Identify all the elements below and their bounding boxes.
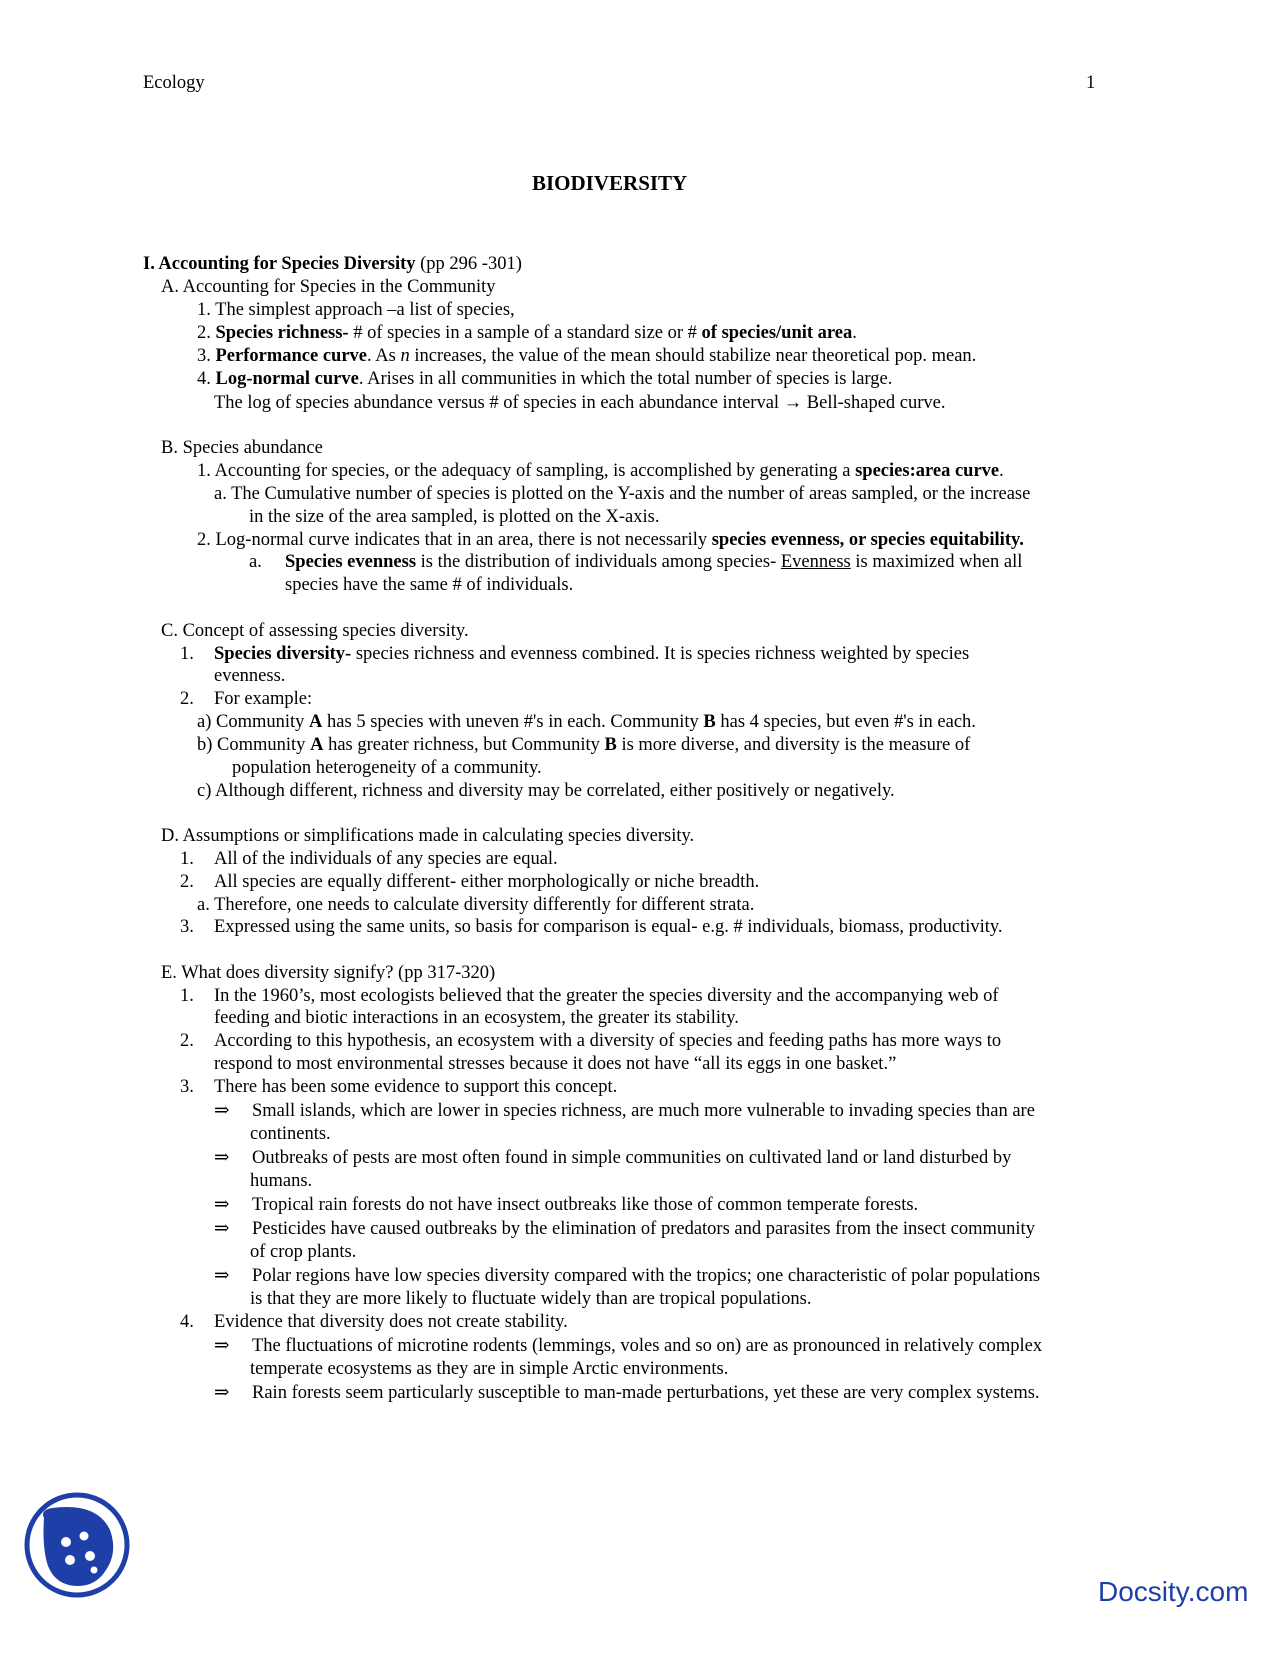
bullet-item: ⇒ The fluctuations of microtine rodents (lemmings, voles and so on) are as pronounced in relatively complex (214, 1336, 1043, 1356)
list-item-number: 1. (180, 644, 194, 664)
list-item: All of the individuals of any species are equal. (214, 849, 558, 869)
list-item: 2. Log-normal curve indicates that in an area, there is not necessarily species evenness, or species equitability. (197, 530, 1024, 550)
list-item: 3. Performance curve. As n increases, the value of the mean should stabilize near theoretical pop. mean. (197, 346, 977, 366)
list-item: 2. Species richness- # of species in a sample of a standard size or # of species/unit area. (197, 323, 857, 343)
list-item-number: 4. (180, 1312, 194, 1332)
list-item-continuation: feeding and biotic interactions in an ecosystem, the greater its stability. (214, 1008, 739, 1028)
list-item: a) Community A has 5 species with uneven #'s in each. Community B has 4 species, but even #'s in each. (197, 712, 976, 732)
list-item: All species are equally different- either morphologically or niche breadth. (214, 872, 760, 892)
subsection-b-label: B. Species abundance (161, 438, 323, 458)
section-heading: I. Accounting for Species Diversity (pp 296 -301) (143, 254, 522, 274)
bullet-continuation: is that they are more likely to fluctuate widely than are tropical populations. (250, 1289, 812, 1309)
bullet-continuation: continents. (250, 1124, 331, 1144)
double-arrow-icon: ⇒ (214, 1266, 230, 1286)
bullet-item: ⇒ Rain forests seem particularly susceptible to man-made perturbations, yet these are very complex systems. (214, 1383, 1040, 1403)
list-item-continuation: population heterogeneity of a community. (232, 758, 542, 778)
double-arrow-icon: ⇒ (214, 1148, 230, 1168)
bullet-item: ⇒ Polar regions have low species diversity compared with the tropics; one characteristic of polar populations (214, 1266, 1041, 1286)
list-item: For example: (214, 689, 313, 709)
list-item-continuation: evenness. (214, 666, 286, 686)
subsection-e-label: E. What does diversity signify? (pp 317-320) (161, 963, 496, 983)
subsection-d-label: D. Assumptions or simplifications made in calculating species diversity. (161, 826, 695, 846)
list-item: Species diversity- species richness and evenness combined. It is species richness weighted by species (214, 644, 970, 664)
list-item-number: a. (249, 552, 262, 572)
list-item: 4. Log-normal curve. Arises in all communities in which the total number of species is large. (197, 369, 893, 389)
list-item: 1. The simplest approach –a list of species, (197, 300, 515, 320)
list-item: Evidence that diversity does not create stability. (214, 1312, 568, 1332)
bullet-item: ⇒ Tropical rain forests do not have insect outbreaks like those of common temperate forests. (214, 1195, 919, 1215)
double-arrow-icon: ⇒ (214, 1383, 230, 1403)
bullet-item: ⇒ Outbreaks of pests are most often found in simple communities on cultivated land or land disturbed by (214, 1148, 1012, 1168)
list-item: a. Therefore, one needs to calculate diversity differently for different strata. (197, 895, 755, 915)
double-arrow-icon: ⇒ (214, 1336, 230, 1356)
list-item: Expressed using the same units, so basis for comparison is equal- e.g. # individuals, biomass, productivity. (214, 917, 1003, 937)
list-item-continuation: respond to most environmental stresses because it does not have “all its eggs in one basket.” (214, 1054, 897, 1074)
list-item-continuation: species have the same # of individuals. (285, 575, 574, 595)
page-title: BIODIVERSITY (532, 171, 688, 195)
list-item-number: 2. (180, 1031, 194, 1051)
docsity-brand-link[interactable]: Docsity.com (1098, 1576, 1249, 1607)
list-item: There has been some evidence to support this concept. (214, 1077, 618, 1097)
list-item-number: 2. (180, 872, 194, 892)
list-item-number: 3. (180, 917, 194, 937)
double-arrow-icon: ⇒ (214, 1219, 230, 1239)
list-item: According to this hypothesis, an ecosystem with a diversity of species and feeding paths has more ways to (214, 1031, 1002, 1051)
list-item-continuation: in the size of the area sampled, is plotted on the X-axis. (249, 507, 660, 527)
list-item-number: 2. (180, 689, 194, 709)
bullet-continuation: of crop plants. (250, 1242, 357, 1262)
bullet-continuation: temperate ecosystems as they are in simple Arctic environments. (250, 1359, 729, 1379)
list-item-number: 1. (180, 986, 194, 1006)
list-item-number: 3. (180, 1077, 194, 1097)
docsity-logo-icon[interactable] (22, 1490, 132, 1600)
double-arrow-icon: ⇒ (214, 1195, 230, 1215)
bullet-item: ⇒ Small islands, which are lower in species richness, are much more vulnerable to invading species than are (214, 1101, 1035, 1121)
list-item: b) Community A has greater richness, but Community B is more diverse, and diversity is the measure of (197, 735, 971, 755)
list-item: 1. Accounting for species, or the adequacy of sampling, is accomplished by generating a species:area curve. (197, 461, 1004, 481)
page-number: 1 (1086, 73, 1096, 93)
bullet-item: ⇒ Pesticides have caused outbreaks by the elimination of predators and parasites from the insect community (214, 1219, 1035, 1239)
list-item: Species evenness is the distribution of individuals among species- Evenness is maximized when all (285, 552, 1023, 572)
list-item-number: 1. (180, 849, 194, 869)
list-item: c) Although different, richness and diversity may be correlated, either positively or negatively. (197, 781, 895, 801)
list-item: a. The Cumulative number of species is plotted on the Y-axis and the number of areas sampled, or the increase (214, 484, 1031, 504)
subsection-a-label: A. Accounting for Species in the Community (161, 277, 496, 297)
subsection-c-label: C. Concept of assessing species diversity. (161, 621, 469, 641)
list-item: In the 1960’s, most ecologists believed that the greater the species diversity and the accompanying web of (214, 986, 999, 1006)
bullet-continuation: humans. (250, 1171, 313, 1191)
list-item-continuation: The log of species abundance versus # of species in each abundance interval → Bell-shaped curve. (214, 393, 946, 413)
running-header-course: Ecology (143, 73, 205, 93)
double-arrow-icon: ⇒ (214, 1101, 230, 1121)
